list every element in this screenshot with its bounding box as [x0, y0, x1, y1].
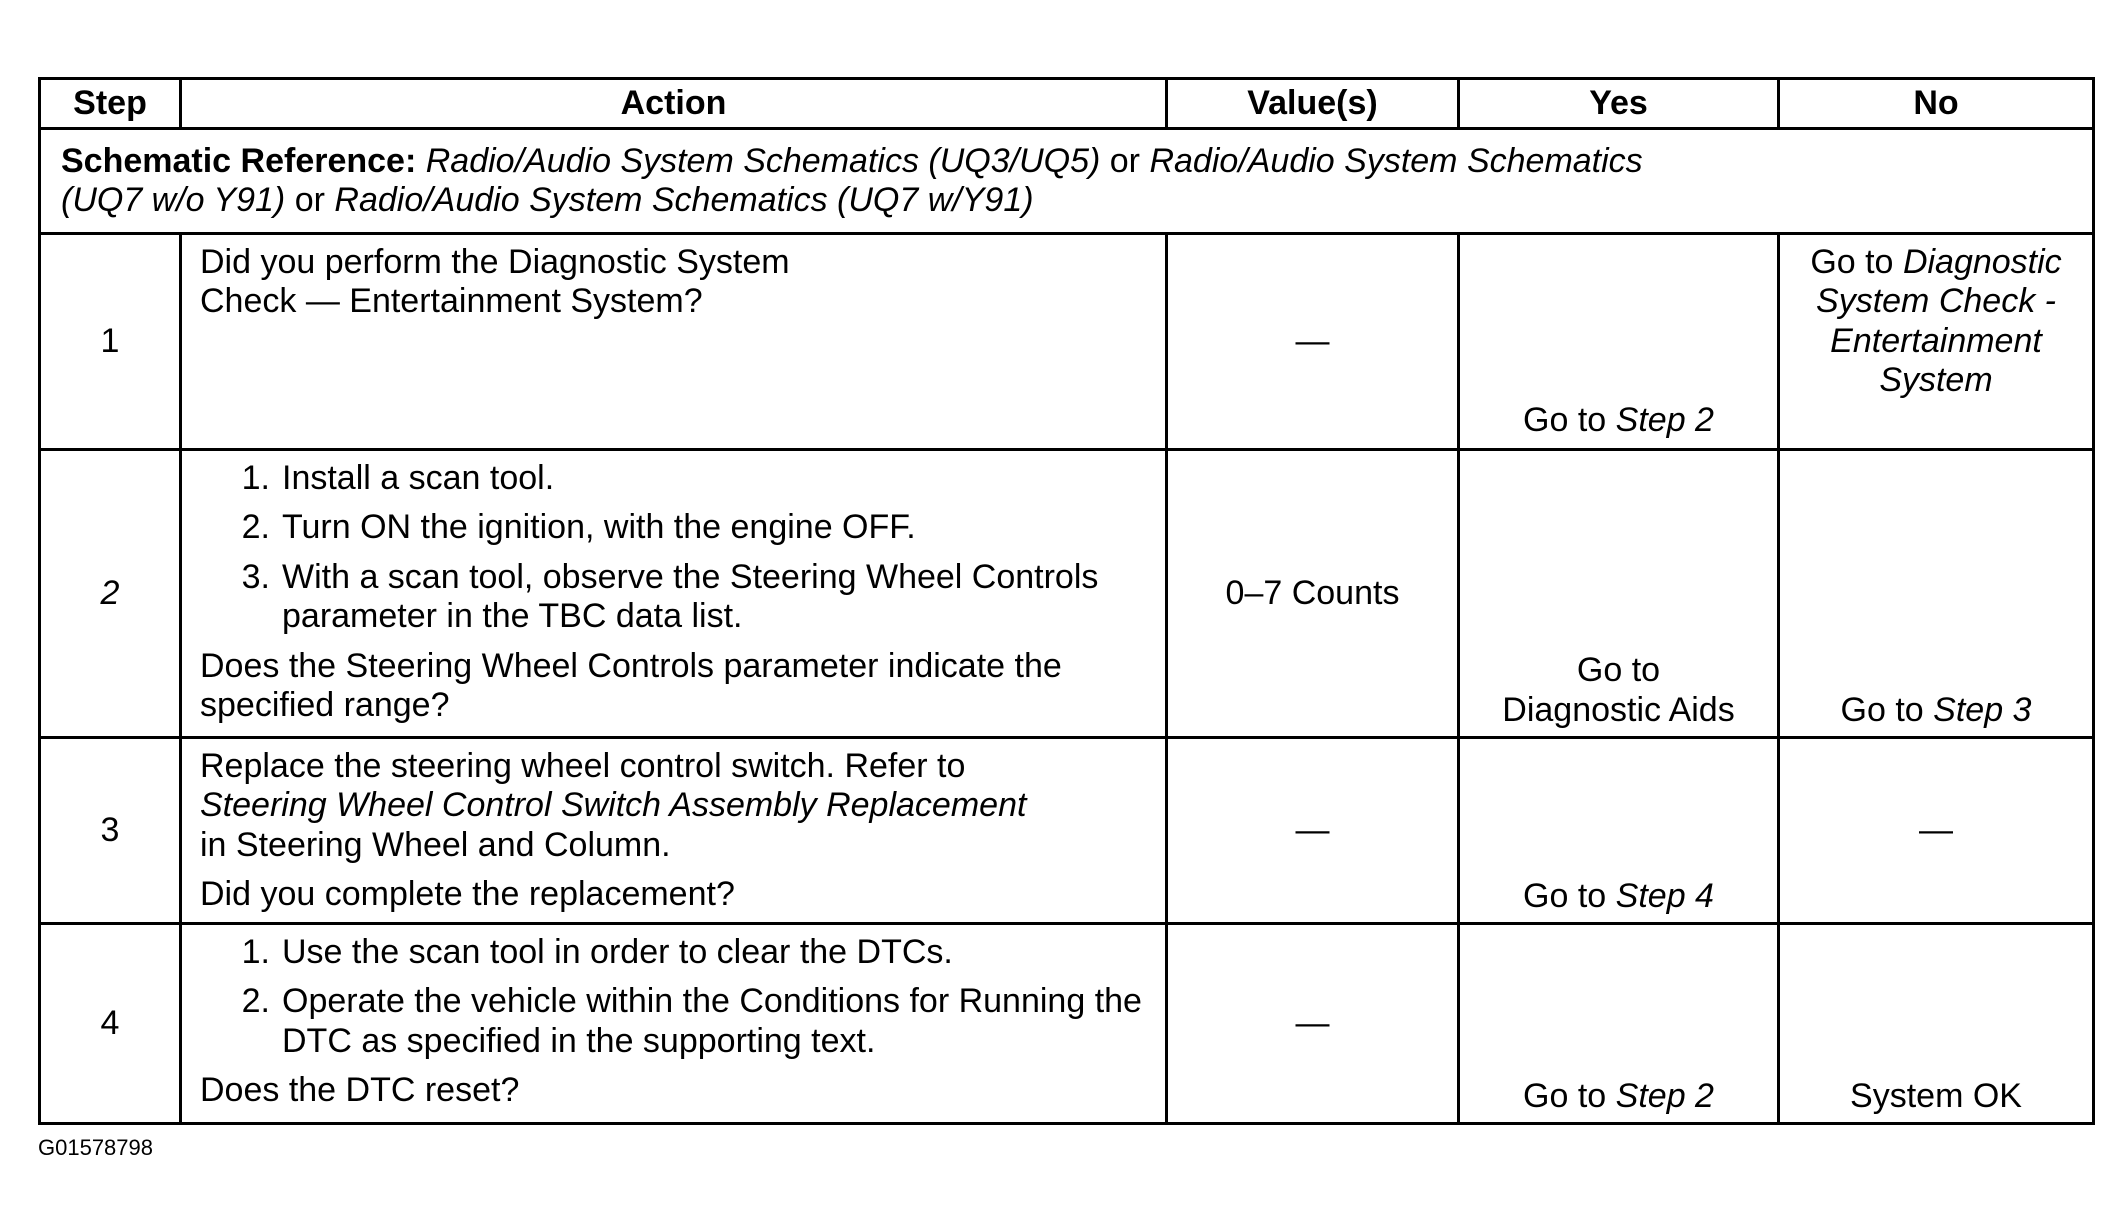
- reference-or-1: or: [1109, 141, 1140, 180]
- reference-link-2[interactable]: Radio/Audio System Schematics: [1149, 141, 1643, 180]
- table-row: [40, 450, 2094, 738]
- action-text: Did you perform the Diagnostic System: [200, 243, 790, 281]
- header-action: Action: [181, 79, 1167, 129]
- reference-row: [40, 129, 2094, 234]
- reference-link-3[interactable]: Radio/Audio System Schematics (UQ7 w/Y91): [334, 181, 1034, 219]
- yes-link[interactable]: Step 2: [1615, 1076, 1714, 1115]
- yes-cell: [1459, 450, 1779, 738]
- yes-link[interactable]: Step 2: [1615, 400, 1714, 439]
- yes-link[interactable]: Diagnostic Aids: [1502, 690, 1735, 729]
- value-cell: [1167, 450, 1459, 738]
- no-cell: [1779, 738, 2094, 924]
- no-link[interactable]: Step 3: [1933, 690, 2032, 729]
- yes-prefix: Go to: [1523, 876, 1607, 915]
- header-no: No: [1779, 79, 2094, 129]
- list-item: 3. With a scan tool, observe the Steering Wheel Controls parameter in the TBC data list.: [241, 557, 1099, 636]
- no-cell: [1779, 234, 2094, 450]
- header-yes: Yes: [1459, 79, 1779, 129]
- action-text: in Steering Wheel and Column.: [200, 825, 671, 864]
- yes-cell: [1459, 738, 1779, 924]
- yes-cell: [1459, 924, 1779, 1124]
- value-cell: [1167, 738, 1459, 924]
- no-prefix: Go to: [1810, 243, 1894, 281]
- yes-prefix: Go to: [1523, 400, 1607, 439]
- value-text: 0–7 Counts: [1225, 573, 1400, 612]
- step-number: 4: [40, 924, 181, 1124]
- no-text: —: [1919, 810, 1953, 849]
- value-text: —: [1295, 321, 1330, 360]
- diagnostic-table: [38, 77, 2095, 1125]
- list-item: 1. Use the scan tool in order to clear the DTCs.: [241, 933, 953, 971]
- yes-link[interactable]: Step 4: [1615, 876, 1714, 915]
- action-question: Did you complete the replacement?: [200, 875, 735, 914]
- schematic-reference: [40, 129, 2094, 234]
- action-text: Check — Entertainment System?: [200, 282, 703, 321]
- value-text: —: [1295, 810, 1330, 849]
- yes-prefix: Go to: [1523, 1076, 1607, 1115]
- list-item: 2. Operate the vehicle within the Conditions for Running the DTC as specified in the supporting text.: [241, 982, 1142, 1060]
- action-cell: [181, 234, 1167, 450]
- no-link[interactable]: Diagnostic System Check - Entertainment System: [1816, 243, 2062, 400]
- value-cell: [1167, 924, 1459, 1124]
- action-list: [200, 933, 1147, 1061]
- action-cell: [181, 738, 1167, 924]
- list-item: 1. Install a scan tool.: [241, 459, 555, 497]
- step-number: 3: [40, 738, 181, 924]
- no-text: System OK: [1850, 1076, 2022, 1115]
- action-cell: [181, 924, 1167, 1124]
- table-row: [40, 234, 2094, 450]
- reference-link-2b[interactable]: (UQ7 w/o Y91): [61, 181, 286, 219]
- header-step: Step: [40, 79, 181, 129]
- action-list: [200, 459, 1147, 637]
- value-text: —: [1295, 1003, 1330, 1042]
- header-values: Value(s): [1167, 79, 1459, 129]
- step-number: 1: [40, 234, 181, 450]
- action-cell: [181, 450, 1167, 738]
- action-text: Replace the steering wheel control switch. Refer to: [200, 747, 966, 785]
- no-prefix: Go to: [1840, 690, 1924, 729]
- table-row: [40, 924, 2094, 1124]
- no-cell: [1779, 924, 2094, 1124]
- no-cell: [1779, 450, 2094, 738]
- header-row: [40, 79, 2094, 129]
- action-question: Does the Steering Wheel Controls parameter indicate the specified range?: [200, 646, 1062, 725]
- reference-link-1[interactable]: Radio/Audio System Schematics (UQ3/UQ5): [425, 141, 1101, 180]
- figure-id: G01578798: [38, 1135, 153, 1160]
- value-cell: [1167, 234, 1459, 450]
- list-item: 2. Turn ON the ignition, with the engine OFF.: [241, 508, 916, 547]
- action-question: Does the DTC reset?: [200, 1071, 520, 1110]
- step-number: 2: [40, 450, 181, 738]
- reference-label: Schematic Reference:: [61, 141, 417, 180]
- action-link[interactable]: Steering Wheel Control Switch Assembly Replacement: [200, 786, 1027, 825]
- reference-or-2: or: [294, 181, 325, 219]
- yes-prefix: Go to: [1576, 651, 1661, 690]
- yes-cell: [1459, 234, 1779, 450]
- table-row: [40, 738, 2094, 924]
